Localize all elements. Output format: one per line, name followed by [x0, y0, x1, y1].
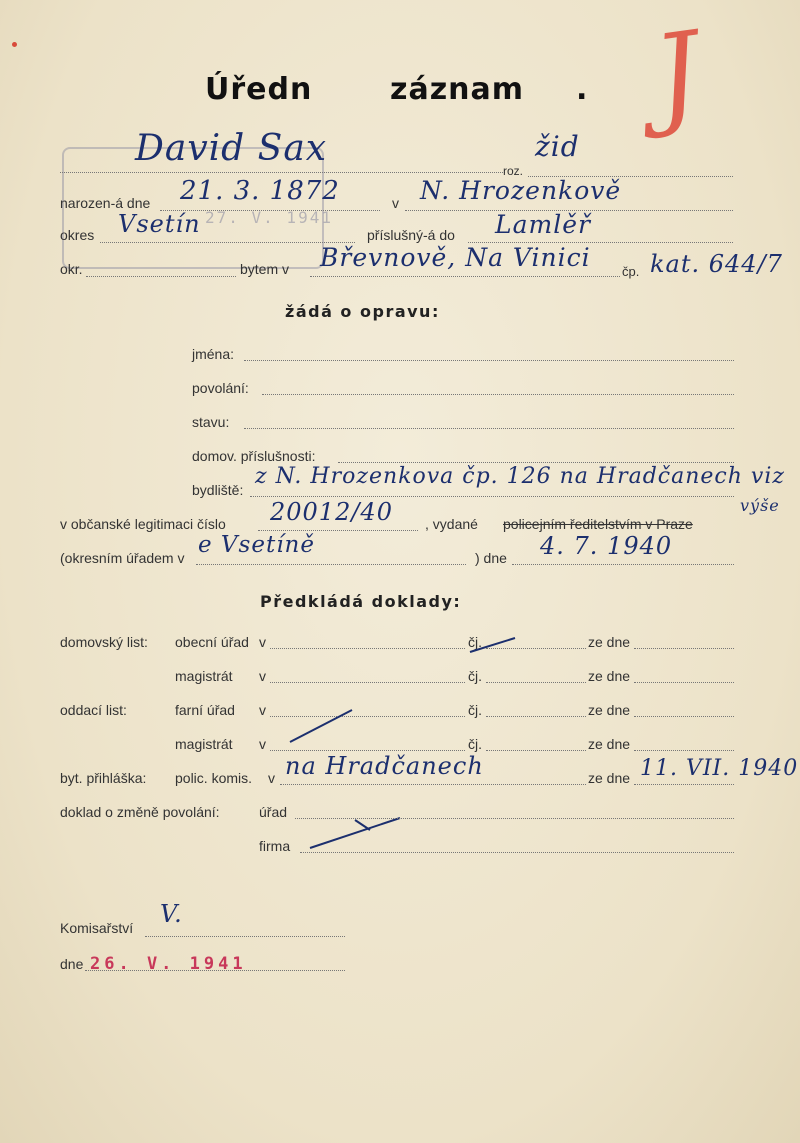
okres-urad-handwriting: e Vsetíně	[198, 532, 315, 558]
date-stamp: 26. V. 1941	[90, 954, 247, 974]
urad-label: úřad	[259, 804, 288, 820]
vydane-label: , vydané	[425, 516, 478, 532]
byt-ze-label: ze dne	[588, 770, 631, 786]
okres-handwriting: Vsetín	[118, 210, 201, 238]
komisarstvi-handwriting: V.	[160, 900, 183, 928]
polic-handwriting: na Hradčanech	[285, 752, 484, 780]
doc-row-1-col1: domovský list:	[60, 634, 148, 650]
doc-row-1-ze: ze dne	[588, 634, 631, 650]
doc-row-4-cj: čj.	[468, 736, 482, 752]
doc-row-1-col2: obecní úřad	[175, 634, 249, 650]
byt-date-handwriting: 11. VII. 1940	[640, 756, 799, 781]
dne-handwriting: 4. 7. 1940	[540, 532, 673, 560]
bytem-label: bytem v	[240, 261, 290, 277]
okr-label: okr.	[60, 261, 83, 277]
urad-line	[295, 818, 734, 819]
legitimace-label: v občanské legitimaci číslo	[60, 516, 226, 532]
polic-line	[280, 784, 586, 785]
bydliste-handwriting: z N. Hrozenkova čp. 126 na Hradčanech viz	[255, 464, 785, 489]
okr-line	[86, 276, 236, 277]
bydliste-note-handwriting: výše	[740, 496, 780, 515]
stavu-line	[244, 428, 734, 429]
doc-row-1-cj: čj.	[468, 634, 482, 650]
okres-label: okres	[60, 227, 95, 243]
cp-handwriting: kat. 644/7	[650, 250, 783, 278]
cancellation-strokes	[270, 630, 530, 860]
footer-dne-line	[85, 970, 345, 971]
prislusny-label: příslušný-á do	[367, 227, 455, 243]
born-place-handwriting: N. Hrozenkově	[420, 176, 622, 205]
byt-date-line	[634, 784, 734, 785]
stavu-label: stavu:	[192, 414, 230, 430]
born-date-handwriting: 21. 3. 1872	[180, 176, 340, 206]
name-line	[60, 172, 505, 173]
red-pencil-mark: J	[646, 7, 708, 141]
cp-label: čp.	[622, 264, 640, 279]
born-v-label: v	[392, 195, 399, 211]
doc-row-3-ze-line	[634, 716, 734, 717]
legitimace-handwriting: 20012/40	[270, 498, 393, 526]
doc-row-2-ze: ze dne	[588, 668, 631, 684]
doc-row-2-col2: magistrát	[175, 668, 233, 684]
doc-row-1-ze-line	[634, 648, 734, 649]
dne-paren-label: ) dne	[475, 550, 507, 566]
domov-line	[338, 462, 734, 463]
request-heading: žádá o opravu:	[285, 302, 440, 321]
bytem-handwriting: Břevnově, Na Vinici	[320, 243, 591, 272]
documents-heading: Předkládá doklady:	[260, 592, 462, 611]
doc-row-2-cj: čj.	[468, 668, 482, 684]
doc-row-3-cj: čj.	[468, 702, 482, 718]
footer-dne-label: dne	[60, 956, 84, 972]
name-handwriting: David Sax	[135, 128, 328, 169]
okres-line	[100, 242, 355, 243]
faint-stamp-date: 27. V. 1941	[205, 208, 333, 227]
doc-row-3-col1: oddací list:	[60, 702, 127, 718]
bydliste-line	[250, 496, 734, 497]
dne-line	[512, 564, 734, 565]
jmena-line	[244, 360, 734, 361]
doc-row-3-ze: ze dne	[588, 702, 631, 718]
komisarstvi-line	[145, 936, 345, 937]
jmena-label: jména:	[192, 346, 235, 362]
doc-row-2-v: v	[259, 668, 266, 684]
povolani-line	[262, 394, 734, 395]
doc-row-2-ze-line	[634, 682, 734, 683]
doc-row-1-v: v	[259, 634, 266, 650]
title-right: záznam	[390, 72, 525, 107]
roz-label: roz.	[503, 164, 524, 178]
legitimace-line	[258, 530, 418, 531]
doc-row-3-v: v	[259, 702, 266, 718]
doc-row-3-col2: farní úřad	[175, 702, 235, 718]
okres-urad-line	[196, 564, 466, 565]
povolani-label: povolání:	[192, 380, 249, 396]
roz-handwriting: žid	[535, 130, 580, 163]
byt-label: byt. přihláška:	[60, 770, 147, 786]
bytem-line	[310, 276, 620, 277]
firma-line	[300, 852, 734, 853]
domov-label: domov. příslušnosti:	[192, 448, 316, 464]
doc-row-4-col2: magistrát	[175, 736, 233, 752]
title-dot: .	[576, 72, 589, 107]
firma-label: firma	[259, 838, 291, 854]
title-left: Úředn	[205, 72, 313, 107]
okres-urad-label: (okresním úřadem v	[60, 550, 185, 566]
doc-row-4-v: v	[259, 736, 266, 752]
red-dot	[12, 42, 17, 47]
polic-v-label: v	[268, 770, 275, 786]
prislusny-handwriting: Lamlěř	[495, 210, 591, 239]
born-label: narozen-á dne	[60, 195, 151, 211]
komisarstvi-label: Komisařství	[60, 920, 134, 936]
zmena-label: doklad o změně povolání:	[60, 804, 220, 820]
doc-row-4-ze: ze dne	[588, 736, 631, 752]
vydane-struck-text: policejním ředitelstvím v Praze	[503, 516, 693, 532]
bydliste-label: bydliště:	[192, 482, 244, 498]
polic-label: polic. komis.	[175, 770, 253, 786]
doc-row-4-ze-line	[634, 750, 734, 751]
